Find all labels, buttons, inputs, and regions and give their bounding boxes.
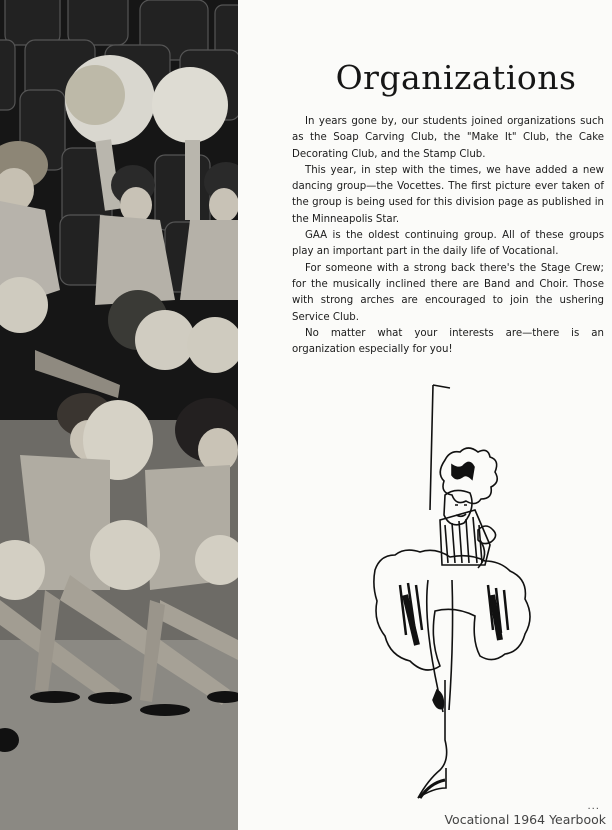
body-text: [292, 114, 604, 358]
paragraph: This year, in step with the times, we have added a new dancing group—the Vocettes. The first picture ever taken of the group is being used for this division page as published in the Minneapolis Star.: [292, 164, 604, 225]
paragraph: For someone with a strong back there's the Stage Crew; for the musically inclined there are Band and Choir. Those with strong arches are encouraged to join the ushering Service Club.: [292, 262, 604, 323]
vocettes-photo: [0, 0, 238, 830]
paragraph: GAA is the oldest continuing group. All of these groups play an important part in the daily life of Vocational.: [292, 230, 604, 258]
page-title: Organizations: [335, 58, 577, 97]
dancer-sketch: [360, 380, 560, 820]
can-can-dancer-drawing: [360, 380, 560, 820]
photo-illustration: [0, 0, 238, 830]
paragraph: No matter what your interests are—there is an organization especially for you!: [292, 327, 604, 356]
footer-dots: ...: [587, 801, 600, 812]
footer-caption: Vocational 1964 Yearbook: [444, 812, 606, 827]
paragraph: In years gone by, our students joined organizations such as the Soap Carving Club, the "Make It" Club, the Cake Decorating Club, and the Stamp Club.: [292, 116, 604, 160]
